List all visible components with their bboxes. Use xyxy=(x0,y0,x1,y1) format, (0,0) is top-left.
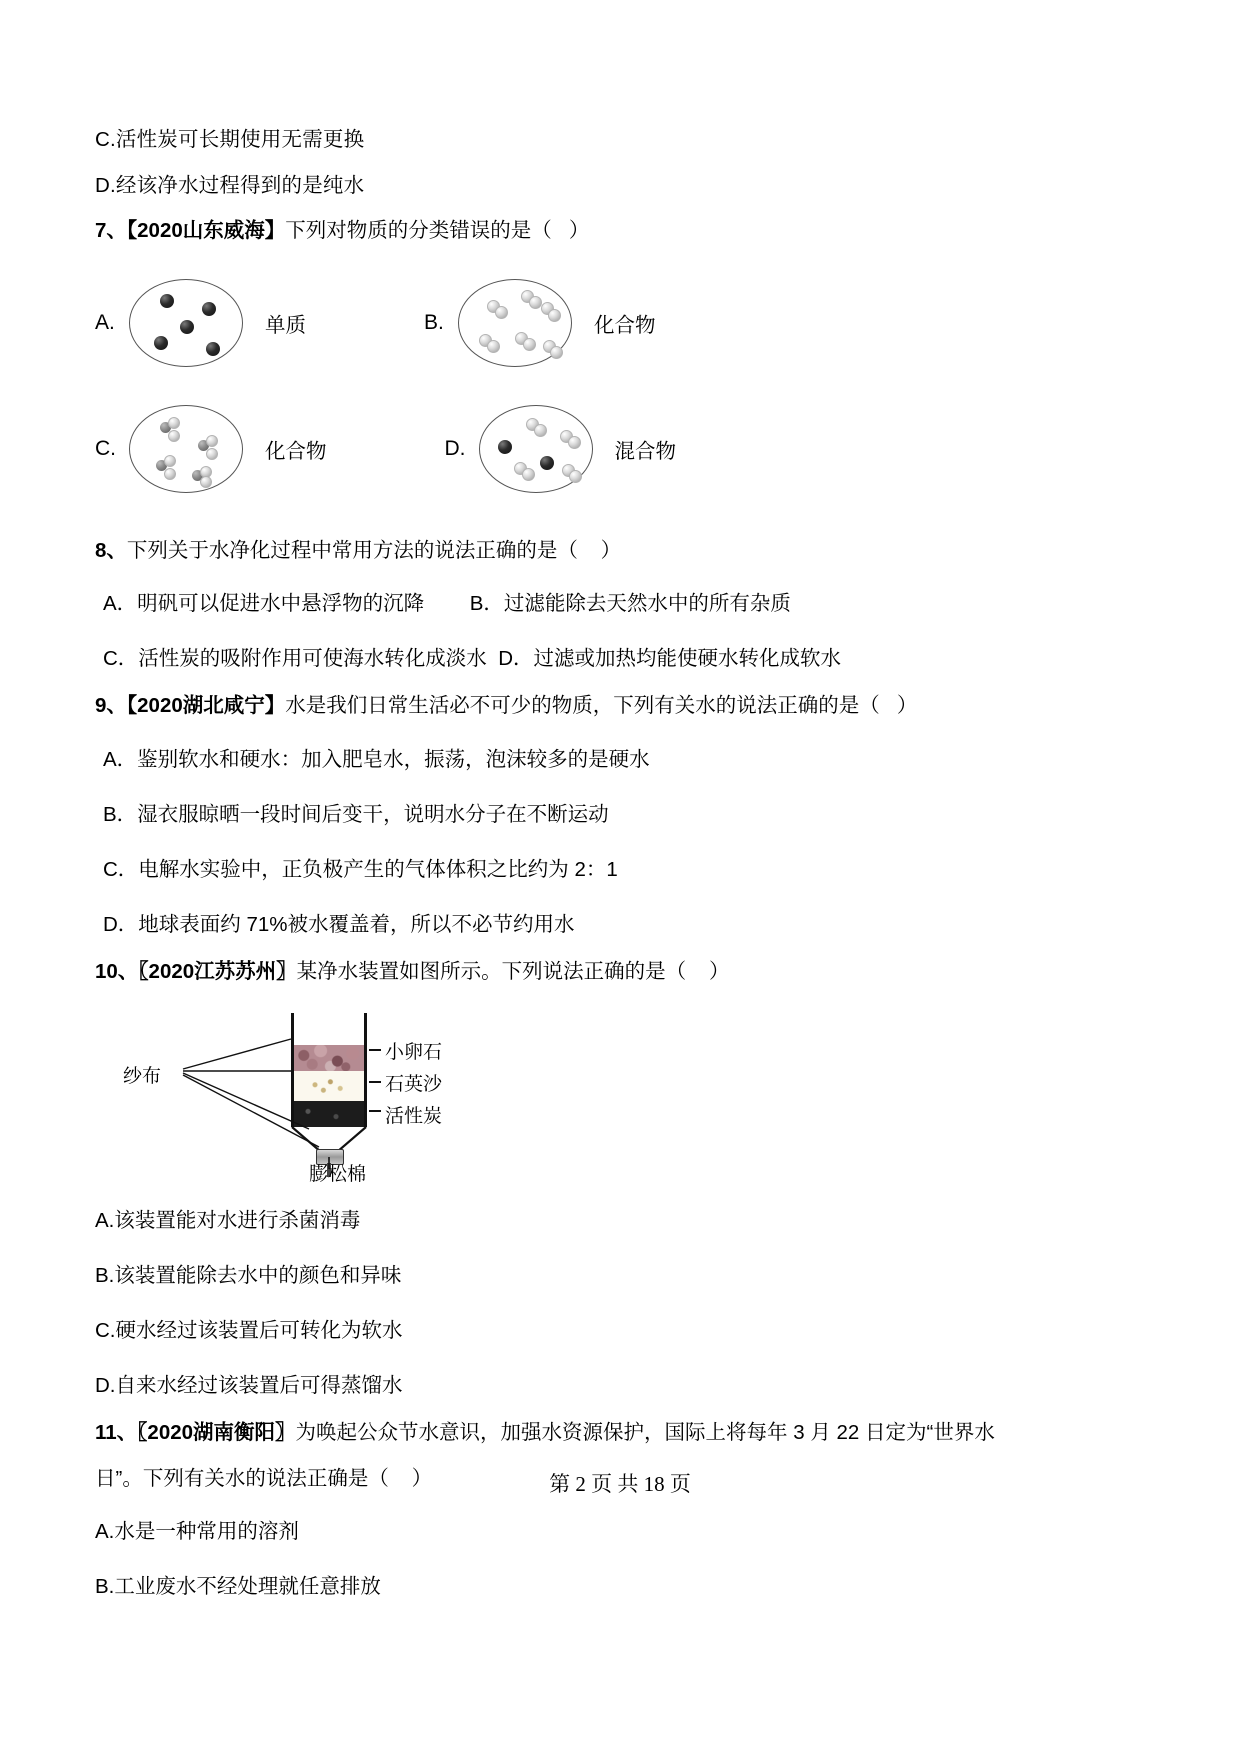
carryover-option-c: C.活性炭可长期使用无需更换 xyxy=(95,128,365,151)
option-d-letter: D. xyxy=(444,436,466,460)
question-10-option-b[interactable]: B.该装置能除去水中的颜色和异味 xyxy=(95,1264,402,1287)
option-a-category: 单质 xyxy=(265,313,306,337)
question-8-text: 下列关于水净化过程中常用方法的说法正确的是（ ） xyxy=(126,538,622,562)
option-c-letter: C. xyxy=(95,436,116,460)
atom-light xyxy=(164,455,176,467)
atom-light xyxy=(522,468,535,481)
option-a-letter: A. xyxy=(95,310,115,334)
question-9-option-b[interactable]: B．湿衣服晾晒一段时间后变干，说明水分子在不断运动 xyxy=(103,802,609,826)
question-10-option-c[interactable]: C.硬水经过该装置后可转化为软水 xyxy=(95,1319,403,1342)
option-c-category: 化合物 xyxy=(265,439,327,463)
carryover-option-d: D.经该净水过程得到的是纯水 xyxy=(95,173,365,197)
option-d-category: 混合物 xyxy=(614,439,676,463)
question-7-option-b[interactable] xyxy=(424,279,656,367)
atom-light xyxy=(523,338,536,351)
atom-dark xyxy=(202,302,216,316)
label-quartz-sand: 石英沙 xyxy=(385,1074,443,1095)
label-gauze: 纱布 xyxy=(123,1066,162,1087)
question-10-stem xyxy=(95,959,1155,983)
question-7-figure-options xyxy=(95,267,1155,505)
atom-light xyxy=(534,424,547,437)
question-10-option-d[interactable]: D.自来水经过该装置后可得蒸馏水 xyxy=(95,1374,403,1397)
atom-light xyxy=(487,340,500,353)
question-7-row-cd xyxy=(95,393,1155,505)
atom-light xyxy=(168,417,180,429)
page-footer: 第 2 页 共 18 页 xyxy=(549,1472,691,1496)
atom-light xyxy=(168,430,180,442)
atom-light xyxy=(200,476,212,488)
question-10-source: 〖2020江苏苏州〗 xyxy=(138,959,297,983)
question-9-stem xyxy=(95,696,1155,717)
question-9-option-c[interactable]: C．电解水实验中，正负极产生的气体体积之比约为 2：1 xyxy=(103,857,618,881)
question-7-option-d[interactable] xyxy=(445,405,677,493)
label-activated-carbon: 活性炭 xyxy=(385,1106,443,1127)
question-9-source: 【2020湖北咸宁】 xyxy=(126,694,286,717)
molecule-beaker-b xyxy=(458,279,572,367)
question-9-text: 水是我们日常生活必不可少的物质，下列有关水的说法正确的是（ ） xyxy=(285,694,918,717)
question-7-option-c[interactable] xyxy=(95,405,327,493)
question-7-row-ab xyxy=(95,267,1155,379)
atom-light xyxy=(529,296,542,309)
question-11-text-1: 为唤起公众节水意识，加强水资源保护，国际上将每年 3 月 22 日定为“世界水 xyxy=(295,1421,995,1444)
question-11-number: 11、 xyxy=(95,1421,138,1444)
atom-light xyxy=(550,346,563,359)
question-7-stem xyxy=(95,221,1155,242)
option-b-category: 化合物 xyxy=(594,313,656,337)
question-11-stem-line-1 xyxy=(95,1423,1155,1444)
option-b-letter: B. xyxy=(424,310,444,334)
question-7-option-a[interactable] xyxy=(95,279,306,367)
question-8-option-line-2[interactable]: C．活性炭的吸附作用可使海水转化成淡水 D．过滤或加热均能使硬水转化成软水 xyxy=(103,647,841,670)
atom-light xyxy=(206,435,218,447)
atom-light xyxy=(568,436,581,449)
question-8-stem xyxy=(95,538,1155,562)
atom-light xyxy=(164,468,176,480)
diagram-leader-lines xyxy=(113,1007,533,1177)
question-11-option-b[interactable]: B.工业废水不经处理就任意排放 xyxy=(95,1575,381,1598)
question-10-text: 某净水装置如图所示。下列说法正确的是（ ） xyxy=(296,959,730,983)
molecule-beaker-a xyxy=(129,279,243,367)
atom-dark xyxy=(180,320,194,334)
atom-dark xyxy=(154,336,168,350)
atom-light xyxy=(548,309,561,322)
question-10-number: 10、 xyxy=(95,959,139,983)
question-7-number: 7、 xyxy=(95,219,127,242)
atom-dark xyxy=(498,440,512,454)
question-8-number: 8、 xyxy=(95,538,127,562)
question-7-source: 【2020山东威海】 xyxy=(126,219,286,242)
atom-light xyxy=(569,470,582,483)
atom-light xyxy=(495,306,508,319)
atom-light xyxy=(206,448,218,460)
question-11-stem-line-2: 日”。下列有关水的说法正确是（ ） xyxy=(95,1466,433,1490)
question-9-option-d[interactable]: D．地球表面约 71%被水覆盖着，所以不必节约用水 xyxy=(103,912,575,936)
page-content xyxy=(95,130,1155,1624)
question-10-option-a[interactable]: A.该装置能对水进行杀菌消毒 xyxy=(95,1209,361,1232)
question-9-option-a[interactable]: A．鉴别软水和硬水：加入肥皂水，振荡，泡沫较多的是硬水 xyxy=(103,747,650,771)
question-11-source: 〖2020湖南衡阳〗 xyxy=(137,1421,296,1444)
label-cotton: 膨松棉 xyxy=(309,1164,367,1185)
molecule-beaker-d xyxy=(479,405,593,493)
label-pebble: 小卵石 xyxy=(385,1042,443,1063)
question-8-option-line-1[interactable]: A．明矾可以促进水中悬浮物的沉降 B．过滤能除去天然水中的所有杂质 xyxy=(103,592,791,615)
molecule-beaker-c xyxy=(129,405,243,493)
atom-dark xyxy=(160,294,174,308)
question-9-number: 9、 xyxy=(95,694,127,717)
question-11-option-a[interactable]: A.水是一种常用的溶剂 xyxy=(95,1520,299,1543)
water-purifier-diagram xyxy=(113,1007,533,1185)
question-7-text: 下列对物质的分类错误的是（ ） xyxy=(285,219,590,242)
atom-dark xyxy=(206,342,220,356)
atom-dark xyxy=(540,456,554,470)
